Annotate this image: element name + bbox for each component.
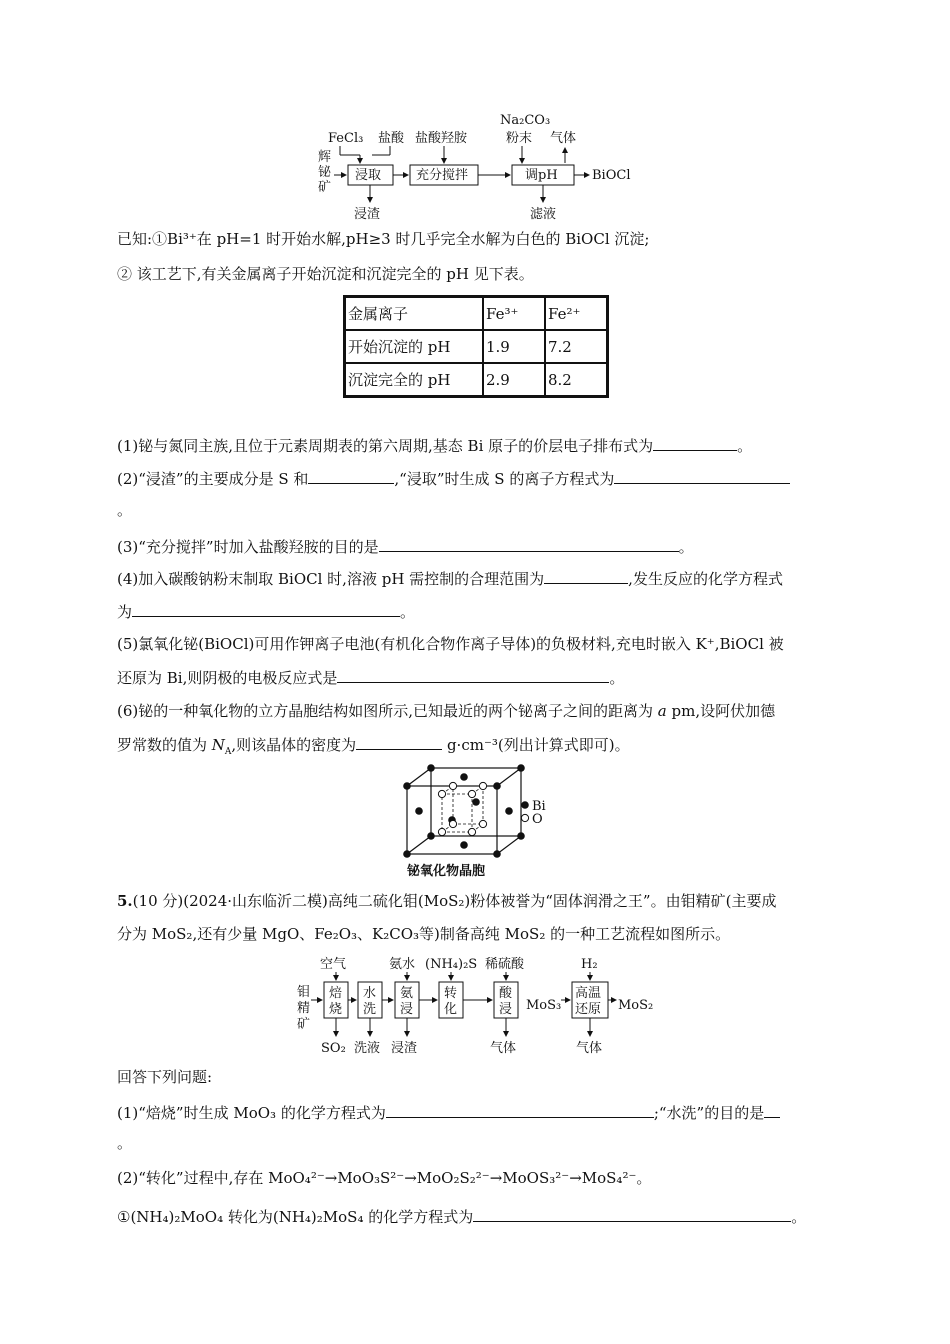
output-gas1: 气体 (490, 1041, 517, 1056)
crystal-cell-diagram (395, 762, 560, 880)
table-cell: 2.9 (483, 363, 545, 397)
reagent-na2co3: Na₂CO₃ (500, 113, 551, 128)
question-6-cont: 罗常数的值为 $N_A$,则该晶体的密度为 g·cm⁻³(列出计算式即可)。 (117, 733, 630, 755)
question-5: (5)氯氧化铋(BiOCl)可用作钾离子电池(有机化合物作离子导体)的负极材料,充电时嵌入 K⁺,BiOCl 被 (117, 635, 784, 653)
ph-table (343, 295, 609, 398)
problem-5-heading-cont: 分为 MoS₂,还有少量 MgO、Fe₂O₃、K₂CO₃等)制备高纯 MoS₂ 的一种工艺流程如图所示。 (117, 925, 731, 943)
svg-text:洗: 洗 (363, 1002, 377, 1017)
answer-blank[interactable] (544, 567, 628, 584)
svg-text:转: 转 (444, 986, 458, 1001)
svg-text:焙: 焙 (329, 986, 343, 1001)
reagent-powder: 粉末 (506, 131, 533, 146)
output-residue: 浸渣 (391, 1041, 418, 1056)
output-wash-liquid: 洗液 (354, 1041, 381, 1056)
answer-blank[interactable] (308, 467, 394, 484)
table-cell: 开始沉淀的 pH (345, 330, 484, 363)
flow2-side-3: 矿 (297, 1017, 311, 1032)
flow2-side-1: 钼 (297, 985, 311, 1000)
svg-text:水: 水 (363, 986, 377, 1001)
flow1-side-3: 矿 (318, 180, 332, 195)
bi-atom (493, 782, 501, 790)
table-row (345, 363, 608, 397)
reagent-ammonia: 氨水 (389, 957, 416, 972)
question-3: (3)“充分搅拌”时加入盐酸羟胺的目的是 。 (117, 535, 694, 557)
svg-text:化: 化 (444, 1002, 458, 1017)
output-product: BiOCl (592, 168, 631, 183)
svg-text:酸: 酸 (499, 986, 513, 1001)
output-residue: 浸渣 (354, 207, 381, 222)
bi-atom (415, 807, 423, 815)
bi-atom (427, 764, 435, 772)
bi-atom (460, 773, 468, 781)
question-5-cont: 还原为 Bi,则阴极的电极反应式是 。 (117, 666, 624, 688)
bi-atom (403, 850, 411, 858)
box-ph-label: 调pH (525, 168, 558, 183)
question-4: (4)加入碳酸钠粉末制取 BiOCl 时,溶液 pH 需控制的合理范围为 ,发生反应的化学方程式 (117, 567, 783, 589)
o-atom (438, 790, 445, 797)
o-atom (468, 828, 475, 835)
answer-blank[interactable] (473, 1205, 791, 1222)
flow2-side-2: 精 (297, 1001, 311, 1016)
table-cell: 8.2 (545, 363, 608, 397)
answer-2: (2)“转化”过程中,存在 MoO₄²⁻→MoO₃S²⁻→MoO₂S₂²⁻→MoOS₃²⁻→MoS₄²⁻。 (117, 1169, 652, 1187)
bi-atom (505, 807, 513, 815)
question-4-cont: 为 。 (117, 600, 415, 622)
bi-atom (427, 832, 435, 840)
svg-text:氨: 氨 (400, 986, 414, 1001)
answer-blank[interactable] (379, 535, 679, 552)
table-header: Fe²⁺ (545, 297, 608, 331)
answer-blank[interactable] (764, 1101, 780, 1118)
answer-blank[interactable] (132, 600, 400, 617)
table-header: 金属离子 (345, 297, 484, 331)
answer-blank[interactable] (337, 666, 609, 683)
answer-intro: 回答下列问题: (117, 1068, 213, 1086)
table-cell: 1.9 (483, 330, 545, 363)
o-atom (438, 828, 445, 835)
question-2-end: 。 (117, 501, 133, 519)
svg-text:浸: 浸 (499, 1002, 513, 1017)
o-atom (449, 782, 456, 789)
molybdenum-process-flowchart (293, 950, 668, 1062)
legend-bi: Bi (532, 799, 546, 814)
table-cell: 沉淀完全的 pH (345, 363, 484, 397)
answer-blank[interactable] (386, 1101, 654, 1118)
o-atom (479, 782, 486, 789)
bi-atom (403, 782, 411, 790)
bi-atom (460, 841, 468, 849)
reagent-gas: 气体 (550, 131, 577, 146)
table-row (345, 330, 608, 363)
answer-blank[interactable] (614, 467, 790, 484)
reagent-hydroxylamine: 盐酸羟胺 (415, 131, 468, 146)
reagent-acid: 稀硫酸 (485, 957, 525, 972)
answer-1: (1)“焙烧”时生成 MoO₃ 的化学方程式为 ;“水洗”的目的是 (117, 1101, 780, 1123)
reagent-fecl3: FeCl₃ (328, 131, 364, 146)
o-atom (468, 790, 475, 797)
answer-blank[interactable] (356, 733, 442, 750)
output-gas2: 气体 (576, 1041, 603, 1056)
bi-atom (493, 850, 501, 858)
reagent-air: 空气 (320, 957, 347, 972)
table-cell: 7.2 (545, 330, 608, 363)
known-line-2: ② 该工艺下,有关金属离子开始沉淀和沉淀完全的 pH 见下表。 (117, 265, 534, 283)
svg-text:烧: 烧 (329, 1002, 343, 1017)
o-atom (479, 820, 486, 827)
known-line-1: 已知:①Bi³⁺在 pH=1 时开始水解,pH≥3 时几乎完全水解为白色的 BiOCl 沉淀; (117, 230, 650, 248)
table-header: Fe³⁺ (483, 297, 545, 331)
bi-atom (472, 798, 480, 806)
reagent-nh4s: (NH₄)₂S (425, 957, 478, 972)
crystal-caption: 铋氧化物晶胞 (407, 864, 486, 879)
answer-blank[interactable] (653, 434, 737, 451)
output-filtrate: 滤液 (530, 207, 557, 222)
table-row (345, 297, 608, 331)
problem-5-heading: 5.(10 分)(2024·山东临沂二模)高纯二硫化钼(MoS₂)粉体被誉为“固体润滑之王”。由钼精矿(主要成 (117, 892, 777, 910)
o-atom (449, 820, 456, 827)
question-2: (2)“浸渣”的主要成分是 S 和 ,“浸取”时生成 S 的离子方程式为 (117, 467, 790, 489)
question-6: (6)铋的一种氧化物的立方晶胞结构如图所示,已知最近的两个铋离子之间的距离为 a pm,设阿伏加德 (117, 702, 776, 720)
bi-atom (517, 764, 525, 772)
svg-text:还原: 还原 (575, 1002, 602, 1017)
reagent-hcl: 盐酸 (378, 131, 405, 146)
legend-o: O (532, 812, 543, 827)
flow1-side-1: 辉 (318, 150, 332, 165)
output-mos3: MoS₃ (526, 998, 562, 1013)
output-so2: SO₂ (321, 1041, 346, 1056)
bi-atom (517, 832, 525, 840)
answer-2-sub: ①(NH₄)₂MoO₄ 转化为(NH₄)₂MoS₄ 的化学方程式为 。 (117, 1205, 806, 1227)
box-stir-label: 充分搅拌 (416, 168, 469, 183)
flow1-side-2: 铋 (318, 165, 332, 180)
svg-text:高温: 高温 (575, 986, 602, 1001)
box-leach-label: 浸取 (355, 168, 382, 183)
svg-text:浸: 浸 (400, 1002, 414, 1017)
reagent-h2: H₂ (581, 957, 598, 972)
output-mos2: MoS₂ (618, 998, 654, 1013)
question-1: (1)铋与氮同主族,且位于元素周期表的第六周期,基态 Bi 原子的价层电子排布式为 。 (117, 434, 752, 456)
answer-1-end: 。 (117, 1134, 133, 1152)
bismuth-process-flowchart (310, 110, 650, 225)
